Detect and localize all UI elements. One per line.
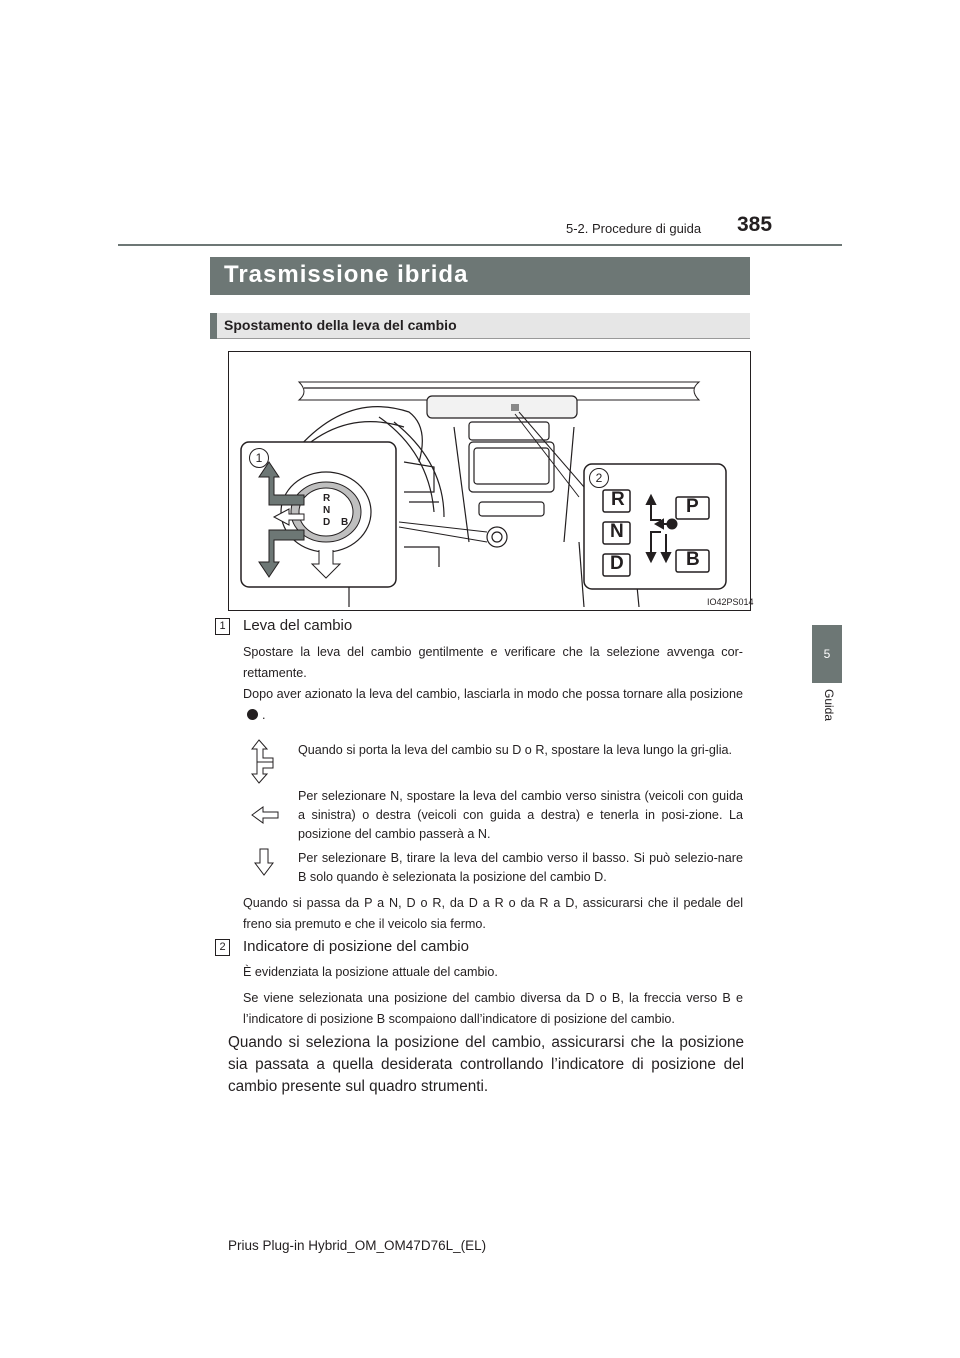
indicator-letter-d: D — [610, 553, 624, 574]
icon-row-2-text: Per selezionare N, spostare la leva del cambio verso sinistra (veicoli con guida a sinistra) o destra (veicoli con guida a destra) e tenerla in posi-zione. La posizione del cambio passerà a N. — [298, 789, 743, 841]
zigzag-arrow-icon — [251, 739, 277, 789]
left-arrow-icon — [251, 806, 279, 829]
icon-row-1-text: Quando si porta la leva del cambio su D o R, spostare la leva lungo la gri-glia. — [298, 743, 733, 757]
subsection-title-bar — [210, 313, 750, 339]
lever-letter-b: B — [341, 517, 349, 528]
indicator-letter-b: B — [686, 549, 700, 570]
item-1-number: 1 — [215, 618, 230, 635]
chapter-tab-label: Guida — [822, 688, 836, 722]
lever-letter-d: D — [323, 517, 331, 528]
footer-manual-id: Prius Plug-in Hybrid_OM_OM47D76L_(EL) — [228, 1238, 487, 1253]
indicator-letter-n: N — [610, 521, 624, 542]
closing-paragraph: Quando si seleziona la posizione del cambio, assicurarsi che la posizione sia passata a quella desiderata controllando l’indicatore di posizione del cambio presente sul quadro strumenti. — [228, 1034, 744, 1095]
item-1-paragraph-2-text: Dopo aver azionato la leva del cambio, lasciarla in modo che possa tornare alla posizione — [243, 687, 743, 701]
item-1-paragraph-2 — [243, 684, 743, 726]
item-2-paragraph-2: Se viene selezionata una posizione del cambio diversa da D o B, la freccia verso B e l’indicatore di posizione B scompaiono dall’indicatore di posizione del cambio. — [243, 991, 743, 1026]
figure-callout-2: 2 — [589, 468, 609, 488]
subsection-title: Spostamento della leva del cambio — [224, 317, 457, 333]
section-title-bar — [210, 257, 750, 295]
indicator-letter-p: P — [686, 496, 699, 517]
item-2-paragraph-1: È evidenziata la posizione attuale del cambio. — [243, 965, 498, 979]
header-rule — [118, 244, 842, 246]
chapter-tab: 5 — [812, 625, 842, 683]
icon-row-3-text: Per selezionare B, tirare la leva del cambio verso il basso. Si può selezio-nare B solo quando è selezionata la posizione del cambio D. — [298, 851, 743, 884]
item-2-number: 2 — [215, 939, 230, 956]
item-1-heading: Leva del cambio — [243, 617, 353, 634]
item-1-paragraph-1: Spostare la leva del cambio gentilmente e verificare che la selezione avvenga cor-rettamente. — [243, 645, 743, 680]
indicator-letter-r: R — [611, 489, 625, 510]
lever-letter-n: N — [323, 505, 331, 516]
figure-callout-1: 1 — [249, 448, 269, 468]
lever-letter-r: R — [323, 493, 331, 504]
page-number: 385 — [737, 213, 773, 236]
down-arrow-icon — [254, 848, 274, 881]
chapter-reference: 5-2. Procedure di guida — [566, 221, 702, 236]
item-1-paragraph-2-end: . — [262, 708, 266, 722]
figure-code: IO42PS014 — [707, 597, 754, 607]
item-2-heading: Indicatore di posizione del cambio — [243, 938, 469, 955]
dashboard-drawing — [229, 352, 750, 610]
item-1-note: Quando si passa da P a N, D o R, da D a R o da R a D, assicurarsi che il pedale del freno sia premuto e che il veicolo sia fermo. — [243, 896, 743, 931]
dashboard-illustration — [228, 351, 751, 611]
neutral-position-dot-icon — [247, 709, 258, 720]
section-title: Trasmissione ibrida — [224, 261, 469, 288]
subsection-marker — [210, 313, 217, 339]
